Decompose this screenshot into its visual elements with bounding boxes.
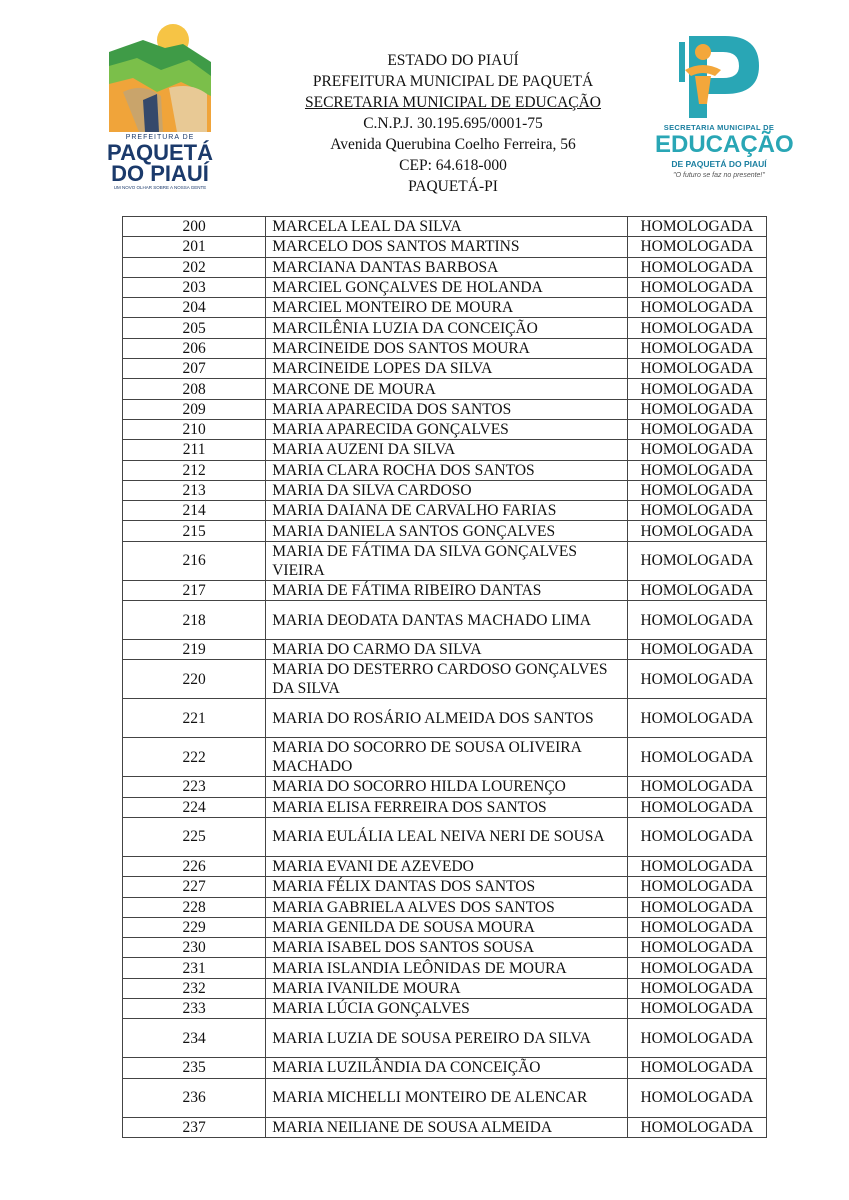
status-cell: HOMOLOGADA — [627, 379, 766, 399]
row-number: 216 — [123, 541, 266, 580]
status-cell: HOMOLOGADA — [627, 640, 766, 660]
header-state: ESTADO DO PIAUÍ — [387, 52, 519, 69]
status-cell: HOMOLOGADA — [627, 1058, 766, 1078]
row-number: 230 — [123, 938, 266, 958]
row-number: 217 — [123, 580, 266, 600]
status-cell: HOMOLOGADA — [627, 601, 766, 640]
row-number: 215 — [123, 521, 266, 541]
table-row — [123, 640, 767, 660]
status-cell: HOMOLOGADA — [627, 419, 766, 439]
row-number: 228 — [123, 897, 266, 917]
table-row — [123, 501, 767, 521]
status-cell: HOMOLOGADA — [627, 298, 766, 318]
table-row — [123, 877, 767, 897]
candidate-name: MARIA MICHELLI MONTEIRO DE ALENCAR — [266, 1078, 628, 1117]
header-prefeitura: PREFEITURA MUNICIPAL DE PAQUETÁ — [312, 73, 594, 90]
row-number: 236 — [123, 1078, 266, 1117]
row-number: 221 — [123, 699, 266, 738]
candidate-name: MARIA DO SOCORRO DE SOUSA OLIVEIRA MACHADO — [266, 738, 628, 777]
status-cell: HOMOLOGADA — [627, 699, 766, 738]
table-row — [123, 460, 767, 480]
row-number: 212 — [123, 460, 266, 480]
status-cell: HOMOLOGADA — [627, 877, 766, 897]
logo-slogan: UM NOVO OLHAR SOBRE A NOSSA GENTE — [113, 185, 207, 190]
header-cep: CEP: 64.618-000 — [399, 157, 507, 174]
table-row — [123, 1058, 767, 1078]
status-cell: HOMOLOGADA — [627, 440, 766, 460]
candidates-table-body — [123, 217, 767, 1138]
row-number: 207 — [123, 359, 266, 379]
row-number: 229 — [123, 917, 266, 937]
status-cell: HOMOLOGADA — [627, 501, 766, 521]
candidate-name: MARIA DAIANA DE CARVALHO FARIAS — [266, 501, 628, 521]
status-cell: HOMOLOGADA — [627, 580, 766, 600]
row-number: 225 — [123, 817, 266, 856]
row-number: 219 — [123, 640, 266, 660]
candidate-name: MARCINEIDE LOPES DA SILVA — [266, 359, 628, 379]
row-number: 214 — [123, 501, 266, 521]
logo-word-paqueta: PAQUETÁ — [107, 140, 213, 165]
table-row — [123, 521, 767, 541]
row-number: 233 — [123, 999, 266, 1019]
letter-p-figure-emblem — [655, 30, 783, 122]
status-cell: HOMOLOGADA — [627, 1019, 766, 1058]
status-cell: HOMOLOGADA — [627, 318, 766, 338]
candidate-name: MARIA DO CARMO DA SILVA — [266, 640, 628, 660]
candidate-name: MARCONE DE MOURA — [266, 379, 628, 399]
status-cell: HOMOLOGADA — [627, 217, 766, 237]
candidate-name: MARIA LUZIA DE SOUSA PEREIRO DA SILVA — [266, 1019, 628, 1058]
table-row — [123, 601, 767, 640]
candidate-name: MARIA ISLANDIA LEÔNIDAS DE MOURA — [266, 958, 628, 978]
row-number: 203 — [123, 277, 266, 297]
status-cell: HOMOLOGADA — [627, 958, 766, 978]
candidate-name: MARIA ISABEL DOS SANTOS SOUSA — [266, 938, 628, 958]
edu-line1: SECRETARIA MUNICIPAL DE — [663, 123, 775, 132]
row-number: 204 — [123, 298, 266, 318]
status-cell: HOMOLOGADA — [627, 1117, 766, 1137]
candidate-name: MARIA NEILIANE DE SOUSA ALMEIDA — [266, 1117, 628, 1137]
table-row — [123, 298, 767, 318]
table-row — [123, 856, 767, 876]
row-number: 211 — [123, 440, 266, 460]
status-cell: HOMOLOGADA — [627, 237, 766, 257]
table-row — [123, 999, 767, 1019]
document-header — [240, 50, 666, 197]
header-city: PAQUETÁ-PI — [408, 178, 498, 195]
status-cell: HOMOLOGADA — [627, 897, 766, 917]
table-row — [123, 217, 767, 237]
status-cell: HOMOLOGADA — [627, 738, 766, 777]
candidate-name: MARIA DO DESTERRO CARDOSO GONÇALVES DA SILVA — [266, 660, 628, 699]
status-cell: HOMOLOGADA — [627, 257, 766, 277]
table-row — [123, 318, 767, 338]
table-row — [123, 978, 767, 998]
header-secretaria: SECRETARIA MUNICIPAL DE EDUCAÇÃO — [304, 94, 601, 111]
candidate-name: MARIA IVANILDE MOURA — [266, 978, 628, 998]
status-cell: HOMOLOGADA — [627, 338, 766, 358]
educacao-logo — [655, 30, 794, 185]
logo-word-do-piaui: DO PIAUÍ — [111, 161, 209, 186]
candidate-name: MARIA GENILDA DE SOUSA MOURA — [266, 917, 628, 937]
candidate-name: MARIA DO SOCORRO HILDA LOURENÇO — [266, 777, 628, 797]
row-number: 210 — [123, 419, 266, 439]
candidates-table — [122, 216, 767, 1138]
row-number: 227 — [123, 877, 266, 897]
row-number: 231 — [123, 958, 266, 978]
row-number: 232 — [123, 978, 266, 998]
row-number: 200 — [123, 217, 266, 237]
row-number: 234 — [123, 1019, 266, 1058]
status-cell: HOMOLOGADA — [627, 777, 766, 797]
header-cnpj: C.N.P.J. 30.195.695/0001-75 — [363, 115, 543, 132]
table-row — [123, 897, 767, 917]
status-cell: HOMOLOGADA — [627, 541, 766, 580]
status-cell: HOMOLOGADA — [627, 917, 766, 937]
candidate-name: MARIA APARECIDA DOS SANTOS — [266, 399, 628, 419]
candidate-name: MARIA EVANI DE AZEVEDO — [266, 856, 628, 876]
table-row — [123, 257, 767, 277]
status-cell: HOMOLOGADA — [627, 856, 766, 876]
table-row — [123, 817, 767, 856]
status-cell: HOMOLOGADA — [627, 817, 766, 856]
table-row — [123, 1019, 767, 1058]
candidate-name: MARCIEL GONÇALVES DE HOLANDA — [266, 277, 628, 297]
row-number: 222 — [123, 738, 266, 777]
candidate-name: MARIA GABRIELA ALVES DOS SANTOS — [266, 897, 628, 917]
row-number: 201 — [123, 237, 266, 257]
candidate-name: MARCELA LEAL DA SILVA — [266, 217, 628, 237]
table-row — [123, 777, 767, 797]
row-number: 206 — [123, 338, 266, 358]
table-row — [123, 738, 767, 777]
table-row — [123, 699, 767, 738]
header-address: Avenida Querubina Coelho Ferreira, 56 — [330, 136, 576, 153]
prefeitura-logo — [103, 22, 217, 192]
candidate-name: MARIA DEODATA DANTAS MACHADO LIMA — [266, 601, 628, 640]
table-row — [123, 541, 767, 580]
candidate-name: MARCIEL MONTEIRO DE MOURA — [266, 298, 628, 318]
row-number: 223 — [123, 777, 266, 797]
candidate-name: MARIA LÚCIA GONÇALVES — [266, 999, 628, 1019]
row-number: 202 — [123, 257, 266, 277]
status-cell: HOMOLOGADA — [627, 978, 766, 998]
candidate-name: MARIA APARECIDA GONÇALVES — [266, 419, 628, 439]
status-cell: HOMOLOGADA — [627, 660, 766, 699]
status-cell: HOMOLOGADA — [627, 359, 766, 379]
table-row — [123, 958, 767, 978]
status-cell: HOMOLOGADA — [627, 1078, 766, 1117]
table-row — [123, 1078, 767, 1117]
candidate-name: MARIA AUZENI DA SILVA — [266, 440, 628, 460]
table-row — [123, 379, 767, 399]
table-row — [123, 1117, 767, 1137]
row-number: 218 — [123, 601, 266, 640]
row-number: 208 — [123, 379, 266, 399]
candidate-name: MARCIANA DANTAS BARBOSA — [266, 257, 628, 277]
status-cell: HOMOLOGADA — [627, 480, 766, 500]
table-row — [123, 277, 767, 297]
status-cell: HOMOLOGADA — [627, 277, 766, 297]
row-number: 237 — [123, 1117, 266, 1137]
row-number: 205 — [123, 318, 266, 338]
candidate-name: MARCILÊNIA LUZIA DA CONCEIÇÃO — [266, 318, 628, 338]
row-number: 220 — [123, 660, 266, 699]
candidate-name: MARIA EULÁLIA LEAL NEIVA NERI DE SOUSA — [266, 817, 628, 856]
table-row — [123, 480, 767, 500]
table-row — [123, 440, 767, 460]
status-cell: HOMOLOGADA — [627, 460, 766, 480]
candidate-name: MARIA LUZILÂNDIA DA CONCEIÇÃO — [266, 1058, 628, 1078]
logo-top-text: PREFEITURA DE — [125, 134, 195, 141]
row-number: 209 — [123, 399, 266, 419]
edu-line2: EDUCAÇÃO — [655, 131, 794, 158]
table-row — [123, 399, 767, 419]
candidate-name: MARIA DE FÁTIMA DA SILVA GONÇALVES VIEIRA — [266, 541, 628, 580]
candidate-name: MARIA DA SILVA CARDOSO — [266, 480, 628, 500]
edu-line3: DE PAQUETÁ DO PIAUÍ — [671, 159, 767, 169]
edu-slogan: "O futuro se faz no presente!" — [673, 172, 765, 179]
table-row — [123, 797, 767, 817]
status-cell: HOMOLOGADA — [627, 999, 766, 1019]
table-row — [123, 917, 767, 937]
candidate-name: MARCINEIDE DOS SANTOS MOURA — [266, 338, 628, 358]
candidate-name: MARIA DE FÁTIMA RIBEIRO DANTAS — [266, 580, 628, 600]
candidate-name: MARIA CLARA ROCHA DOS SANTOS — [266, 460, 628, 480]
candidate-name: MARIA ELISA FERREIRA DOS SANTOS — [266, 797, 628, 817]
table-row — [123, 419, 767, 439]
table-row — [123, 359, 767, 379]
row-number: 213 — [123, 480, 266, 500]
table-row — [123, 580, 767, 600]
status-cell: HOMOLOGADA — [627, 399, 766, 419]
row-number: 235 — [123, 1058, 266, 1078]
status-cell: HOMOLOGADA — [627, 938, 766, 958]
table-row — [123, 338, 767, 358]
candidate-name: MARIA DO ROSÁRIO ALMEIDA DOS SANTOS — [266, 699, 628, 738]
table-row — [123, 938, 767, 958]
table-row — [123, 660, 767, 699]
candidate-name: MARIA DANIELA SANTOS GONÇALVES — [266, 521, 628, 541]
row-number: 224 — [123, 797, 266, 817]
candidate-name: MARIA FÉLIX DANTAS DOS SANTOS — [266, 877, 628, 897]
row-number: 226 — [123, 856, 266, 876]
candidate-name: MARCELO DOS SANTOS MARTINS — [266, 237, 628, 257]
status-cell: HOMOLOGADA — [627, 797, 766, 817]
status-cell: HOMOLOGADA — [627, 521, 766, 541]
table-row — [123, 237, 767, 257]
